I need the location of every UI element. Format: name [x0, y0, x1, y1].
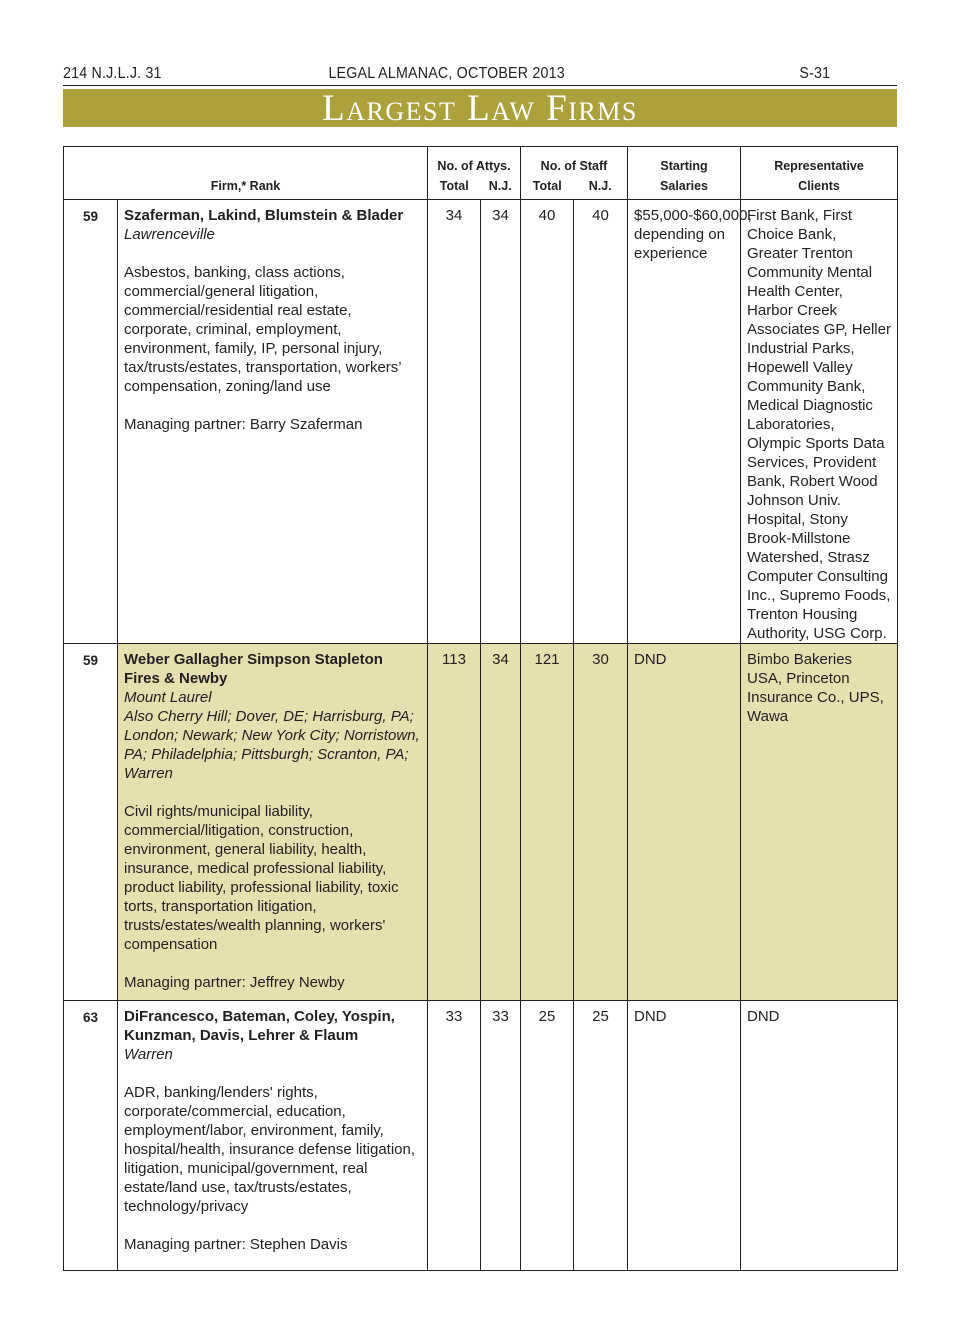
firm-practice-areas: Asbestos, banking, class actions, commercial/general litigation, commercial/residential real estate, corporate, criminal, employment, environment, family, IP, personal injury, tax/trusts/estates, transportation, workers’ compensation, zoning/land use — [124, 264, 402, 395]
header-starting-line1: Starting — [628, 147, 741, 174]
firm-name: Weber Gallagher Simpson Stapleton Fires & Newby — [124, 651, 383, 687]
staff-total: 25 — [521, 1001, 574, 1271]
header-firm-spacer — [118, 147, 428, 174]
firm-details — [118, 1001, 428, 1271]
firm-managing-partner: Managing partner: Jeffrey Newby — [124, 974, 345, 991]
header-attys: No. of Attys. — [428, 147, 521, 174]
header-rep-line2: Clients — [741, 173, 898, 200]
starting-salaries: DND — [628, 1001, 741, 1271]
running-head-center: LEGAL ALMANAC, OCTOBER 2013 — [328, 65, 565, 82]
attys-total: 33 — [428, 1001, 481, 1271]
table-row — [64, 644, 898, 1001]
firm-rank: 59 — [64, 200, 118, 644]
firm-name: Szaferman, Lakind, Blumstein & Blader — [124, 207, 404, 224]
firm-rank: 59 — [64, 644, 118, 1001]
attys-nj: 34 — [481, 200, 521, 644]
running-head — [63, 62, 830, 84]
table-row — [64, 200, 898, 644]
firm-name: DiFrancesco, Bateman, Coley, Yospin, Kunzman, Davis, Lehrer & Flaum — [124, 1008, 395, 1044]
firm-details — [118, 200, 428, 644]
representative-clients: DND — [741, 1001, 898, 1271]
firm-managing-partner: Managing partner: Stephen Davis — [124, 1236, 348, 1253]
firm-location: Warren — [124, 1046, 173, 1063]
section-title: Largest Law Firms — [322, 87, 638, 129]
header-rep-line1: Representative — [741, 147, 898, 174]
attys-total: 113 — [428, 644, 481, 1001]
header-rule — [63, 85, 897, 86]
running-head-left: 214 N.J.L.J. 31 — [63, 65, 162, 82]
staff-nj: 25 — [574, 1001, 628, 1271]
firm-details — [118, 644, 428, 1001]
firm-practice-areas: ADR, banking/lenders' rights, corporate/commercial, education, employment/labor, environment, family, hospital/health, insurance defense litigation, litigation, municipal/government, real estate/land use, tax/trusts/estates, technology/privacy — [124, 1084, 416, 1215]
firm-location: Lawrenceville — [124, 226, 215, 243]
header-staff-nj: N.J. — [574, 173, 628, 200]
law-firms-table — [63, 146, 898, 1271]
firm-rank: 63 — [64, 1001, 118, 1271]
staff-nj: 40 — [574, 200, 628, 644]
staff-nj: 30 — [574, 644, 628, 1001]
header-firm-rank: Firm,* Rank — [64, 173, 428, 200]
firm-managing-partner: Managing partner: Barry Szaferman — [124, 416, 363, 433]
starting-salaries: $55,000-$60,000, depending on experience — [628, 200, 741, 644]
staff-total: 121 — [521, 644, 574, 1001]
firm-other-offices: Also Cherry Hill; Dover, DE; Harrisburg, PA; London; Newark; New York City; Norristown, PA; Philadelphia; Pittsburgh; Scranton, PA; Warren — [124, 708, 420, 782]
header-blank — [64, 147, 118, 174]
firm-practice-areas: Civil rights/municipal liability, commercial/litigation, construction, environment, general liability, health, insurance, medical professional liability, product liability, professional liability, toxic torts, transportation litigation, trusts/estates/wealth planning, workers' compensation — [124, 803, 399, 953]
starting-salaries: DND — [628, 644, 741, 1001]
attys-nj: 34 — [481, 644, 521, 1001]
representative-clients: Bimbo Bakeries USA, Princeton Insurance Co., UPS, Wawa — [741, 644, 898, 1001]
staff-total: 40 — [521, 200, 574, 644]
table-row — [64, 1001, 898, 1271]
representative-clients: First Bank, First Choice Bank, Greater Trenton Community Mental Health Center, Harbor Creek Associates GP, Heller Industrial Parks, Hopewell Valley Community Bank, Medical Diagnostic Laboratories, Olympic Sports Data Services, Provident Bank, Robert Wood Johnson Univ. Hospital, Stony Brook-Millstone Watershed, Strasz Computer Consulting Inc., Supremo Foods, Trenton Housing Authority, USG Corp. — [741, 200, 898, 644]
attys-total: 34 — [428, 200, 481, 644]
header-starting-line2: Salaries — [628, 173, 741, 200]
running-head-page-number: S-31 — [799, 65, 831, 82]
header-attys-total: Total — [428, 173, 481, 200]
header-attys-nj: N.J. — [481, 173, 521, 200]
header-staff-total: Total — [521, 173, 574, 200]
header-staff: No. of Staff — [521, 147, 628, 174]
attys-nj: 33 — [481, 1001, 521, 1271]
section-banner — [63, 89, 897, 127]
firm-location: Mount Laurel — [124, 689, 212, 706]
